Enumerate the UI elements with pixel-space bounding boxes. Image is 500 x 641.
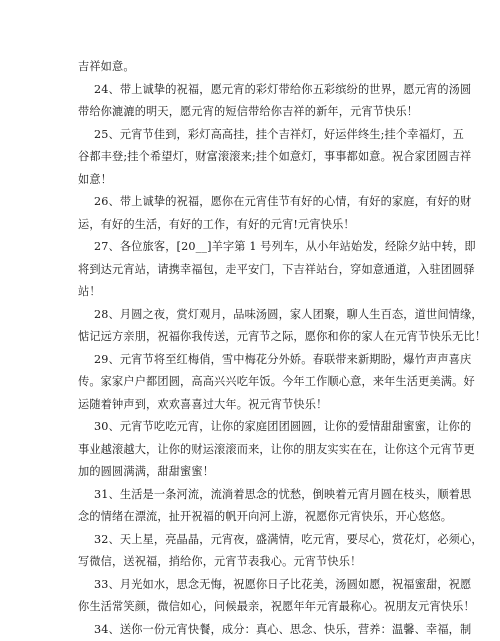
text-line: 26、带上诚挚的祝福，愿你在元宵佳节有好的心情，有好的家庭，有好的财 [78, 191, 428, 214]
text-line: 谷都丰登;挂个希望灯，财富滚滚来;挂个如意灯，事事都如意。祝合家团圆吉祥 [78, 146, 428, 169]
paragraph-33 [78, 574, 428, 619]
paragraph-32 [78, 529, 428, 574]
paragraph-30 [78, 416, 428, 484]
text-line: 念的情绪在漂流，扯开祝福的帆开向河上游，祝愿你元宵快乐，开心悠悠。 [78, 506, 428, 529]
text-line: 事业越滚越大，让你的财运滚滚而来，让你的朋友实实在在，让你这个元宵节更 [78, 439, 428, 462]
document-body [78, 56, 428, 641]
text-line: 32、天上星，亮晶晶，元宵夜，盛满情，吃元宵，要尽心，赏花灯，必须心， [78, 529, 428, 552]
text-line: 33、月光如水，思念无悔，祝愿你日子比花美，汤圆如愿，祝福蜜甜，祝愿 [78, 574, 428, 597]
text-line: 运，有好的生活，有好的工作，有好的元宵!元宵快乐！ [78, 214, 428, 237]
text-line: 25、元宵节佳到，彩灯高高挂，挂个吉祥灯，好运伴终生;挂个幸福灯，五 [78, 124, 428, 147]
text-line: 如意！ [78, 169, 428, 192]
text-line: 你生活常笑颜，微信如心，问候最亲，祝愿年年元宵最称心。祝朋友元宵快乐！ [78, 596, 428, 619]
text-line: 将到达元宵站，请携幸福包，走平安门，下吉祥站台，穿如意通道，入驻团圆驿 [78, 259, 428, 282]
paragraph-28 [78, 304, 428, 349]
paragraph-27 [78, 236, 428, 304]
text-line: 运随着钟声到，欢欢喜喜过大年。祝元宵节快乐！ [78, 394, 428, 417]
paragraph-24 [78, 79, 428, 124]
text-line: 加的圆圆满满，甜甜蜜蜜！ [78, 461, 428, 484]
text-line: 带给你漉漉的明天，愿元宵的短信带给你吉祥的新年，元宵节快乐！ [78, 101, 428, 124]
paragraph-continuation [78, 56, 428, 79]
text-line: 29、元宵节将至红梅俏，雪中梅花分外娇。春联带来新期盼，爆竹声声喜庆 [78, 349, 428, 372]
paragraph-26 [78, 191, 428, 236]
text-line: 惦记远方亲朋，祝福你我传送，元宵节之际，愿你和你的家人在元宵节快乐无比！ [78, 326, 428, 349]
text-line: 31、生活是一条河流，流淌着思念的忧愁，倒映着元宵月圆在枝头，顺着思 [78, 484, 428, 507]
paragraph-31 [78, 484, 428, 529]
paragraph-34 [78, 619, 428, 641]
text-line: 28、月圆之夜，赏灯观月，品味汤圆，家人团聚，聊人生百态，道世间情缘， [78, 304, 428, 327]
text-line: 34、送你一份元宵快餐，成分：真心、思念、快乐，营养：温馨、幸福，制 [78, 619, 428, 641]
text-line: 30、元宵节吃吃元宵，让你的家庭团团圆圆，让你的爱情甜甜蜜蜜，让你的 [78, 416, 428, 439]
text-line: 24、带上诚挚的祝福，愿元宵的彩灯带给你五彩缤纷的世界，愿元宵的汤圆 [78, 79, 428, 102]
paragraph-29 [78, 349, 428, 417]
text-line: 传。家家户户都团圆，高高兴兴吃年饭。今年工作顺心意，来年生活更美满。好 [78, 371, 428, 394]
text-line: 27、各位旅客，[20__]羊字第 1 号列车，从小年站始发，经除夕站中转，即 [78, 236, 428, 259]
text-line: 站！ [78, 281, 428, 304]
text-line: 吉祥如意。 [78, 56, 428, 79]
text-line: 写微信，送祝福，捎给你，元宵节表我心。元宵节快乐！ [78, 551, 428, 574]
paragraph-25 [78, 124, 428, 192]
